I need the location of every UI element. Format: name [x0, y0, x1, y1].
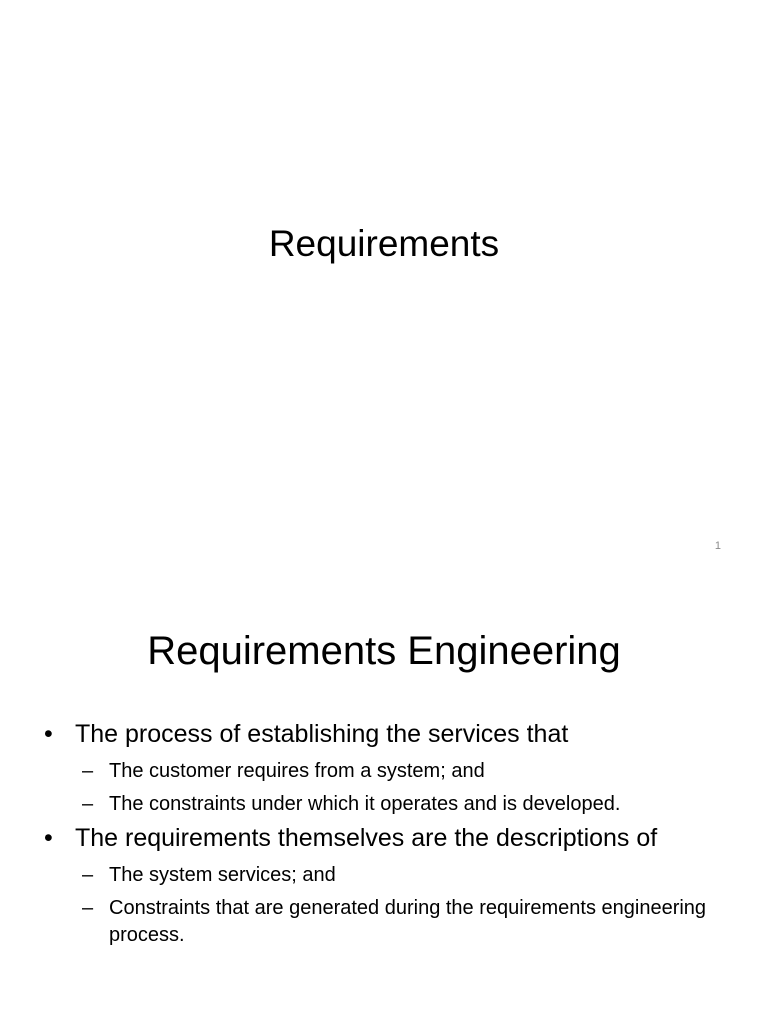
bullet-text: The process of establishing the services that — [75, 720, 569, 748]
dash-marker: – — [82, 864, 94, 886]
bullet-item — [44, 716, 744, 752]
dash-marker: – — [82, 897, 94, 919]
sub-list — [44, 758, 744, 818]
bullet-text: The requirements themselves are the descriptions of — [75, 824, 658, 852]
sub-item-text: The constraints under which it operates and is developed. — [109, 793, 621, 815]
bullet-marker: • — [44, 720, 53, 748]
sub-item — [44, 862, 744, 889]
sub-item — [44, 895, 744, 949]
dash-marker: – — [82, 793, 94, 815]
bullet-item — [44, 820, 744, 856]
sub-item-text: The system services; and — [109, 864, 336, 886]
bullet-list — [44, 716, 744, 951]
slide-number: 1 — [714, 540, 721, 552]
sub-item-text: Constraints that are generated during the requirements engineering process. — [109, 897, 707, 946]
slide-2 — [0, 576, 768, 1024]
slide-title: Requirements Engineering — [147, 629, 621, 673]
sub-item — [44, 758, 744, 785]
sub-item — [44, 791, 744, 818]
sub-list — [44, 862, 744, 949]
dash-marker: – — [82, 760, 94, 782]
bullet-marker: • — [44, 824, 53, 852]
slide-title: Requirements — [268, 223, 500, 264]
sub-item-text: The customer requires from a system; and — [109, 760, 485, 782]
